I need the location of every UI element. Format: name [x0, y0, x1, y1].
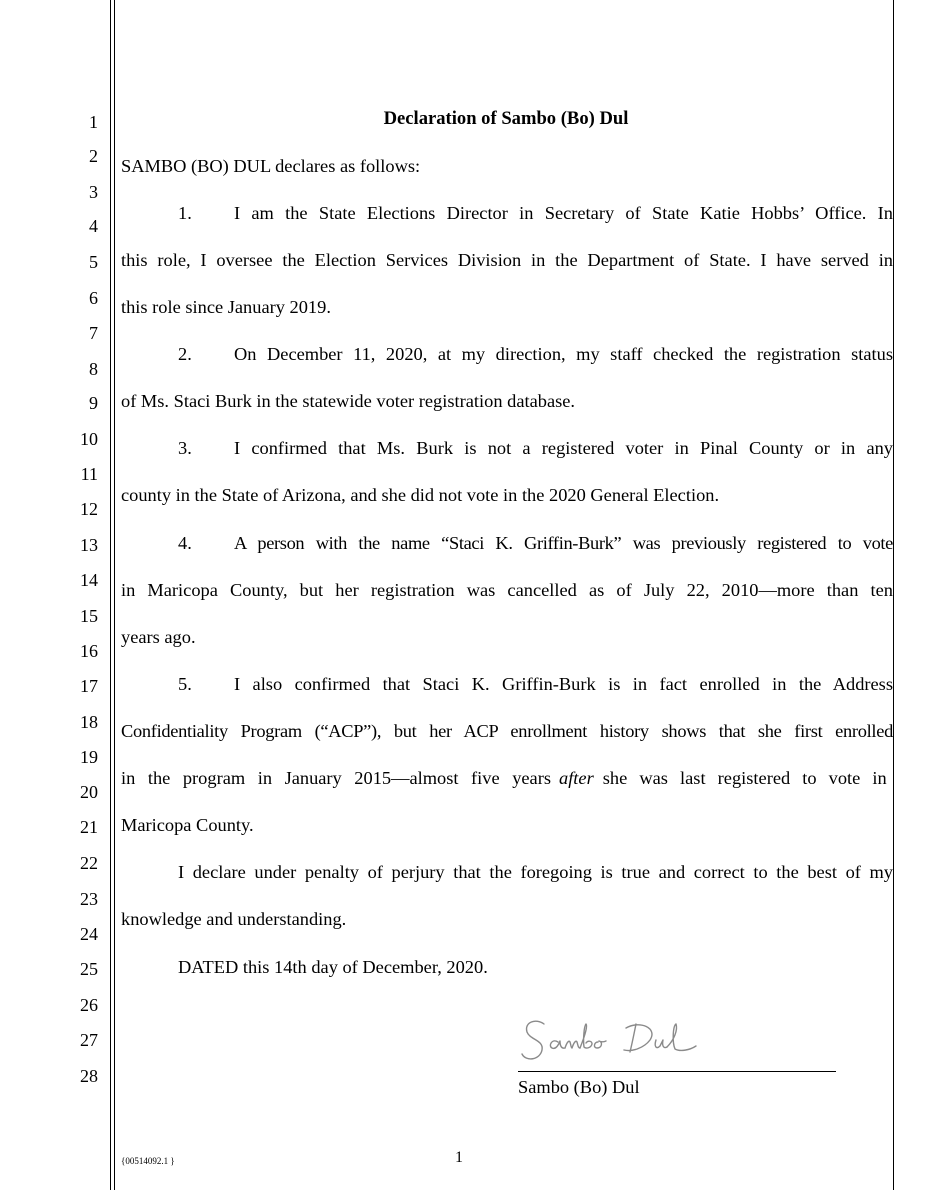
line-number: 24: [80, 924, 98, 944]
para-4-line-2: [121, 579, 893, 601]
para-1-line-3: this role since January 2019.: [121, 297, 331, 317]
para-1-number: 1.: [178, 203, 192, 223]
line-number: 13: [80, 535, 98, 555]
line-number: 3: [89, 182, 98, 202]
line-number: 1: [89, 112, 98, 132]
handwritten-signature: [518, 1012, 708, 1075]
line-number: 16: [80, 641, 98, 661]
line-number: 2: [89, 146, 98, 166]
para-1-line-2-text: this role, I oversee the Election Services Division in the Department of State. I have served in: [121, 250, 893, 270]
line-number: 26: [80, 995, 98, 1015]
para-4-line-3: years ago.: [121, 627, 196, 647]
line-number: 19: [80, 747, 98, 767]
para-5-line-3-emphasis: after: [559, 768, 594, 788]
document-id: {00514092.1 }: [121, 1156, 175, 1166]
line-number: 28: [80, 1066, 98, 1086]
para-2-number: 2.: [178, 344, 192, 364]
para-2-line-2: of Ms. Staci Burk in the statewide voter registration database.: [121, 391, 576, 411]
para-5-line-3-text-b: she was last registered to vote in: [602, 768, 887, 788]
page-number: 1: [455, 1149, 463, 1166]
line-number: 17: [80, 676, 98, 696]
line-number: 14: [80, 570, 98, 590]
para-1-line-1-text: I am the State Elections Director in Secretary of State Katie Hobbs’ Office. In: [234, 203, 893, 223]
para-5-line-1: [234, 673, 893, 695]
left-margin-line-outer: [110, 0, 111, 1190]
para-5-line-2-text: Confidentiality Program (“ACP”), but her ACP enrollment history shows that she first enrolled: [121, 721, 893, 741]
line-number: 6: [89, 288, 98, 308]
para-2-line-1: [234, 343, 893, 365]
para-5-line-3-text-a: in the program in January 2015—almost five years: [121, 768, 551, 788]
dated-line: DATED this 14th day of December, 2020.: [178, 957, 488, 977]
line-number: 27: [80, 1030, 98, 1050]
para-1-line-2: [121, 249, 893, 271]
line-number: 22: [80, 853, 98, 873]
para-3-line-2: county in the State of Arizona, and she did not vote in the 2020 General Election.: [121, 485, 720, 505]
line-number: 21: [80, 817, 98, 837]
para-4-line-2-text: in Maricopa County, but her registration was cancelled as of July 22, 2010—more than ten: [121, 580, 893, 600]
line-number: 8: [89, 359, 98, 379]
signatory-name: Sambo (Bo) Dul: [518, 1077, 640, 1097]
left-margin-line-inner: [114, 0, 115, 1190]
right-margin-line: [893, 0, 894, 1190]
para-4-line-1: [234, 532, 893, 554]
para-5-number: 5.: [178, 674, 192, 694]
line-number: 18: [80, 712, 98, 732]
declare-line-1-text: I declare under penalty of perjury that the foregoing is true and correct to the best of my: [178, 862, 893, 882]
para-3-number: 3.: [178, 438, 192, 458]
line-number: 25: [80, 959, 98, 979]
para-5-line-2: [121, 720, 893, 742]
line-number: 15: [80, 606, 98, 626]
para-5-line-3: [121, 767, 893, 789]
para-4-number: 4.: [178, 533, 192, 553]
declare-line-2: knowledge and understanding.: [121, 909, 347, 929]
line-number: 4: [89, 216, 98, 236]
declare-line-1: [178, 861, 893, 883]
line-number: 12: [80, 499, 98, 519]
para-5-line-1-text: I also confirmed that Staci K. Griffin-Burk is in fact enrolled in the Address: [234, 674, 893, 694]
line-number: 5: [89, 252, 98, 272]
para-3-line-1: [234, 437, 893, 459]
para-3-line-1-text: I confirmed that Ms. Burk is not a registered voter in Pinal County or in any: [234, 438, 893, 458]
line-number: 10: [80, 429, 98, 449]
line-number: 7: [89, 323, 98, 343]
para-5-line-4: Maricopa County.: [121, 815, 254, 835]
para-1-line-1: [234, 202, 893, 224]
line-number: 20: [80, 782, 98, 802]
para-2-line-1-text: On December 11, 2020, at my direction, my staff checked the registration status: [234, 344, 893, 364]
signature-line: [518, 1071, 836, 1072]
line-number: 23: [80, 889, 98, 909]
intro-line: SAMBO (BO) DUL declares as follows:: [121, 156, 421, 176]
line-number: 11: [80, 464, 98, 484]
document-title: Declaration of Sambo (Bo) Dul: [383, 108, 629, 129]
para-4-line-1-text: A person with the name “Staci K. Griffin-Burk” was previously registered to vote: [234, 533, 893, 553]
line-number: 9: [89, 393, 98, 413]
